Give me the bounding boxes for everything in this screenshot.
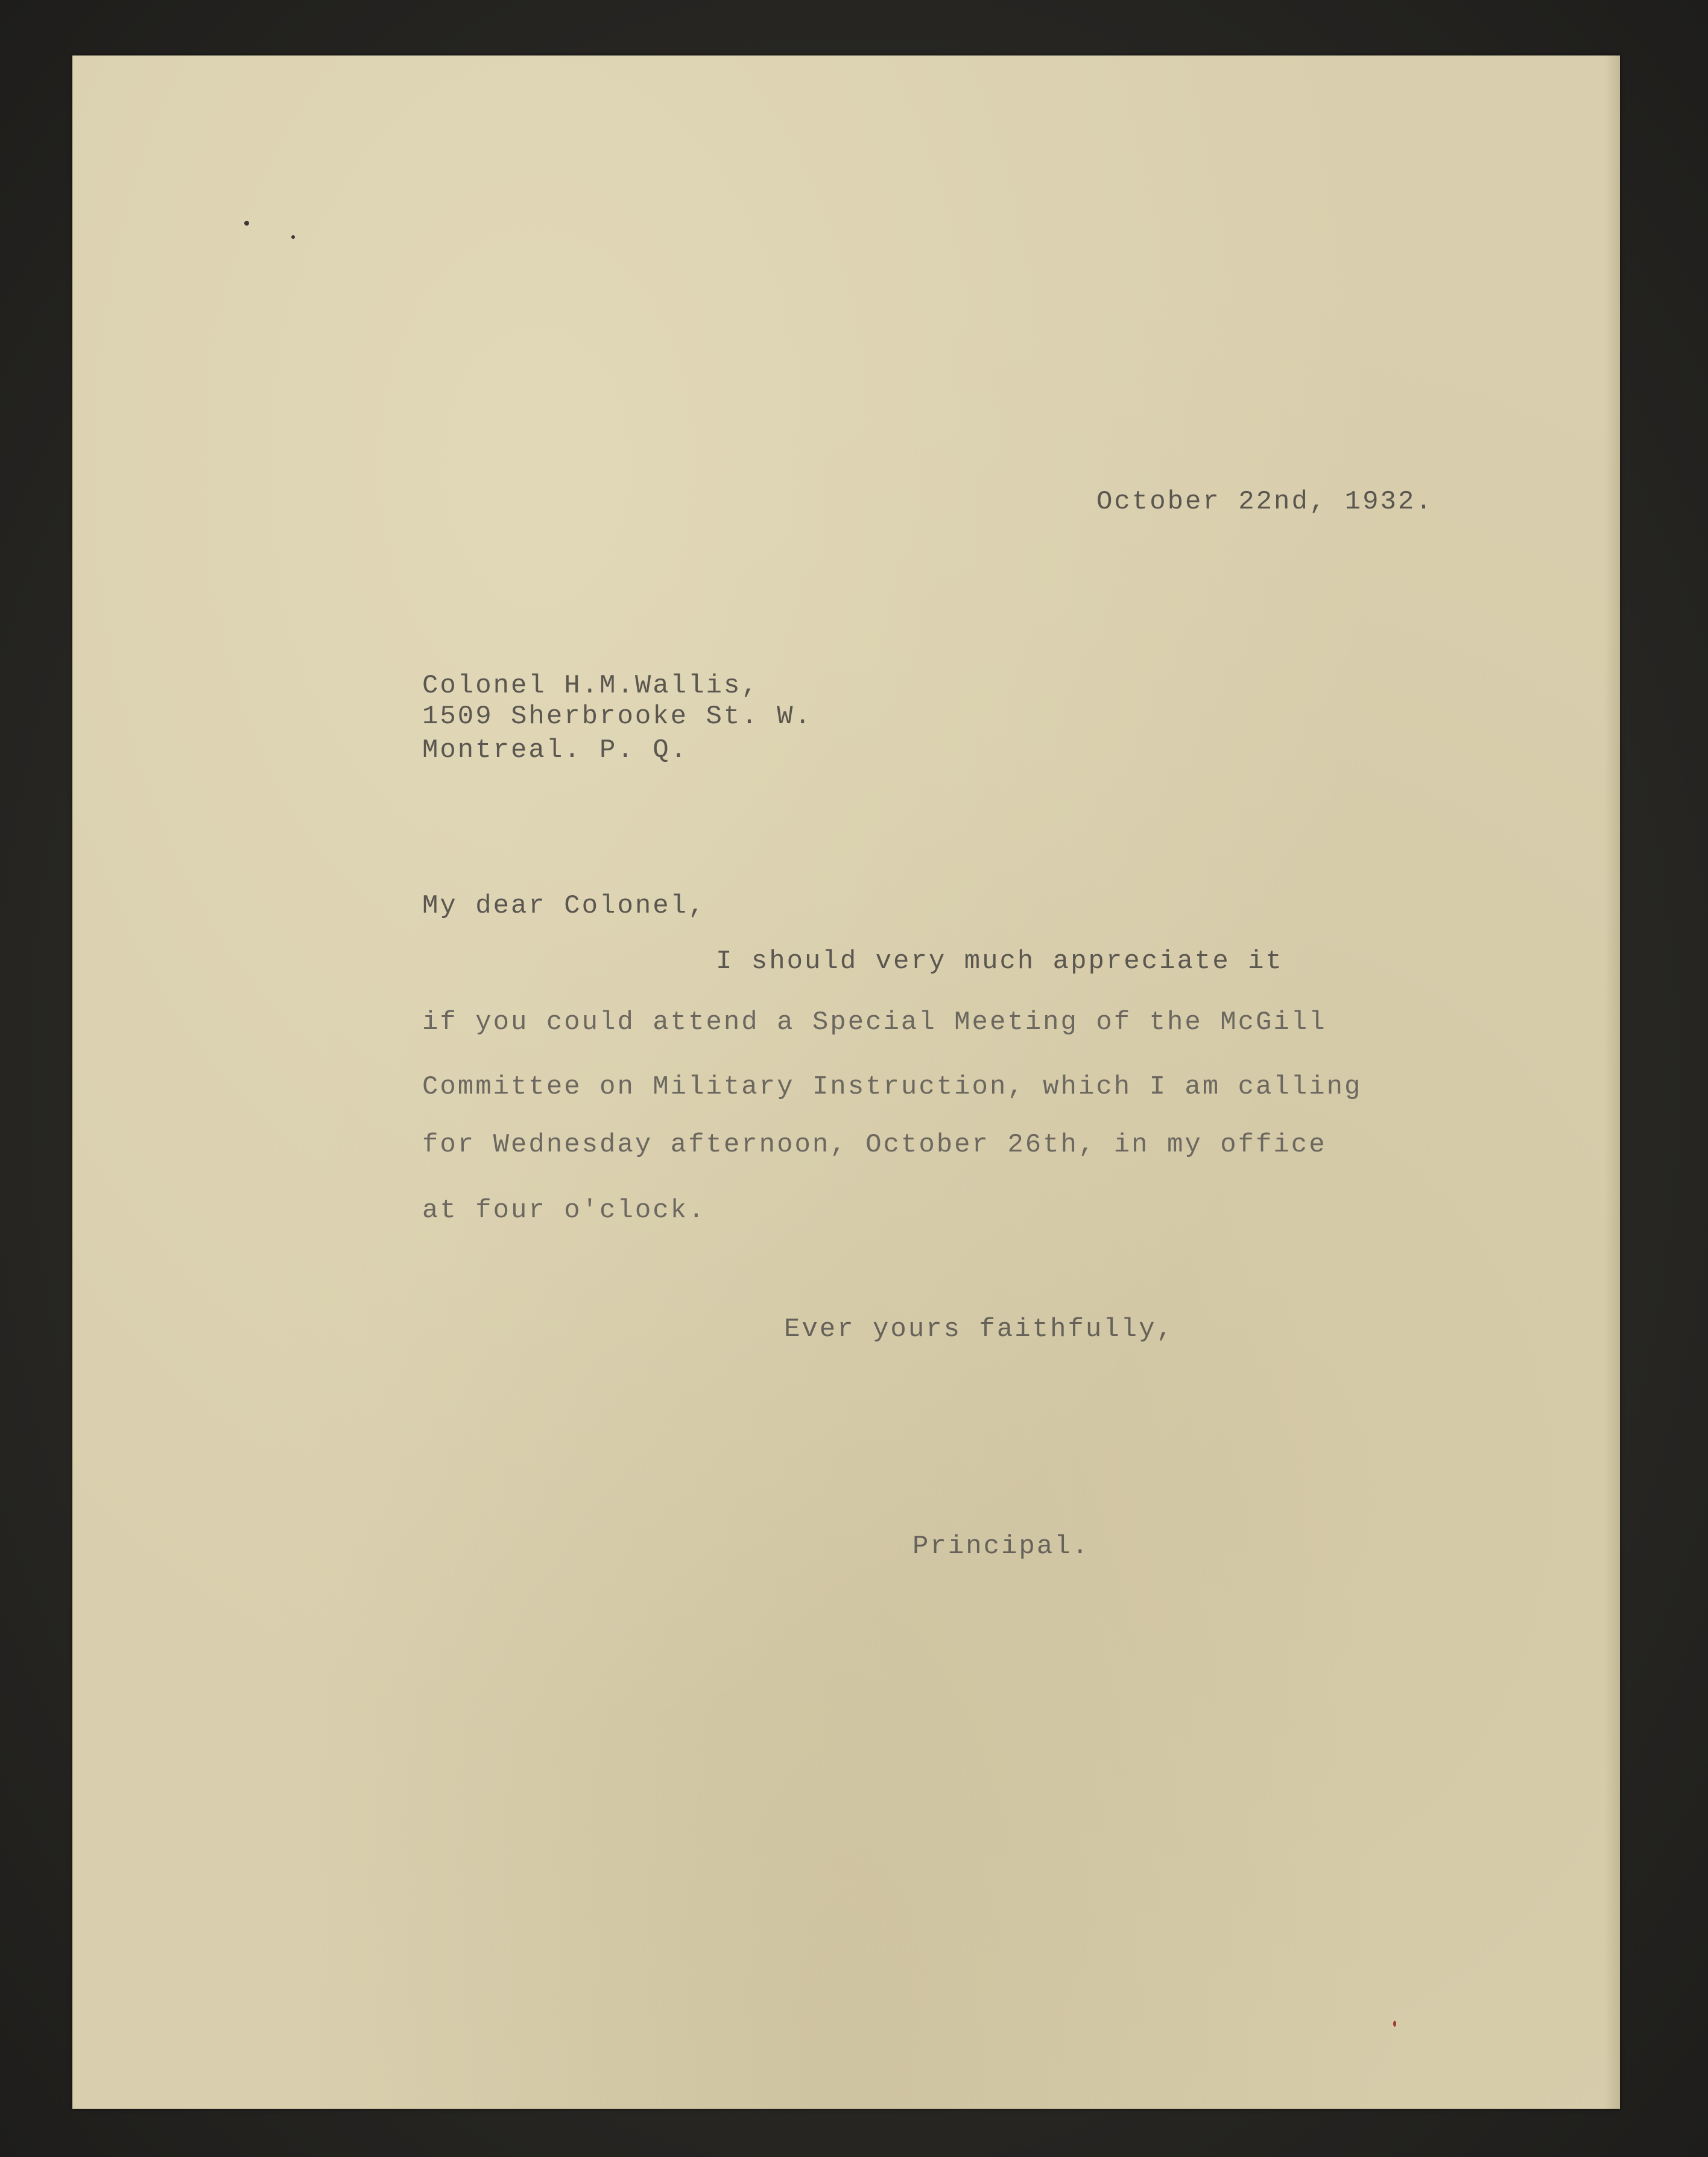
paper-speck — [1393, 2021, 1396, 2027]
recipient-street: 1509 Sherbrooke St. W. — [422, 702, 812, 732]
sheet-edge-shading — [1604, 55, 1620, 2109]
body-line: for Wednesday afternoon, October 26th, in my office — [422, 1130, 1327, 1160]
paper-speck — [291, 235, 295, 239]
letter-date: October 22nd, 1932. — [1096, 487, 1434, 517]
recipient-name: Colonel H.M.Wallis, — [422, 671, 759, 701]
body-line: Committee on Military Instruction, which I am calling — [422, 1072, 1362, 1102]
recipient-city: Montreal. P. Q. — [422, 735, 689, 765]
paper-speck — [244, 221, 249, 226]
closing: Ever yours faithfully, — [784, 1314, 1174, 1345]
body-line: if you could attend a Special Meeting of the McGill — [422, 1007, 1327, 1037]
signature-title: Principal. — [913, 1531, 1090, 1562]
salutation: My dear Colonel, — [422, 891, 706, 921]
body-line: I should very much appreciate it — [716, 946, 1283, 977]
body-line: at four o'clock. — [422, 1196, 706, 1226]
